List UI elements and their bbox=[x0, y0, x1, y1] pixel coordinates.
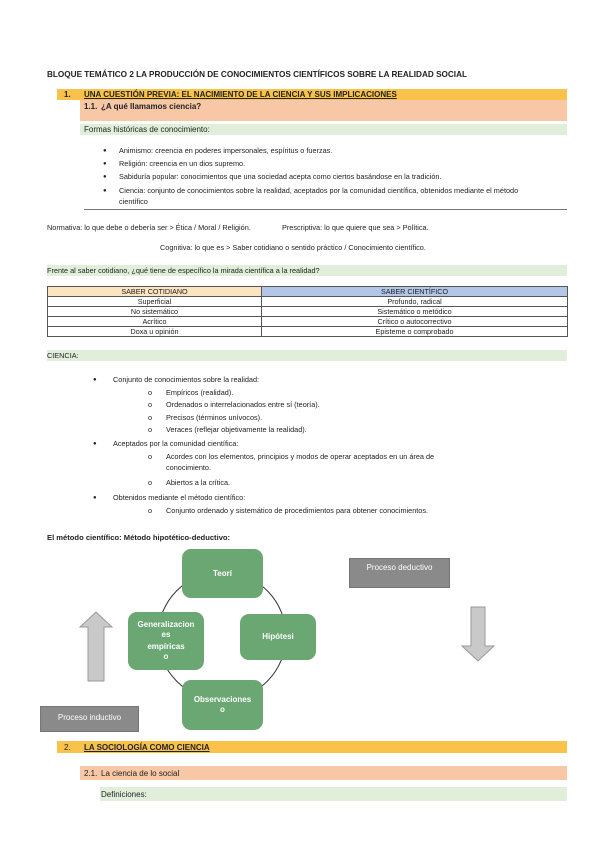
sub-bullet-icon: o bbox=[148, 413, 153, 422]
list-item: Aceptados por la comunidad científica: bbox=[113, 439, 239, 448]
node-hipotesis bbox=[240, 614, 316, 660]
table-cell: Doxa u opinión bbox=[48, 327, 262, 337]
subsection-title: ¿A qué llamamos ciencia? bbox=[101, 102, 202, 111]
node-generalizaciones-label-2: es bbox=[161, 630, 171, 639]
list-item: Conjunto de conocimientos sobre la realidad: bbox=[113, 375, 260, 384]
bullet-icon: ● bbox=[93, 495, 97, 501]
ciencia-label: CIENCIA: bbox=[47, 351, 79, 360]
prescriptiva-text: Prescriptiva: lo que quiere que sea > Política. bbox=[282, 223, 429, 232]
down-arrow-icon bbox=[462, 607, 494, 661]
sub-list-item: Conjunto ordenado y sistemático de procedimientos para obtener conocimientos. bbox=[166, 506, 429, 515]
formas-label: Formas históricas de conocimiento: bbox=[84, 125, 210, 134]
document-title: BLOQUE TEMÁTICO 2 LA PRODUCCIÓN DE CONOCIMIENTOS CIENTÍFICOS SOBRE LA REALIDAD SOCIAL bbox=[47, 70, 467, 79]
proceso-deductivo-box bbox=[349, 558, 450, 588]
table-cell: Sistemático o metódico bbox=[262, 307, 568, 317]
up-arrow-icon bbox=[80, 612, 112, 681]
table-cell: Profundo, radical bbox=[262, 297, 568, 307]
table-cell: Superficial bbox=[48, 297, 262, 307]
table-header-cell: SABER COTIDIANO bbox=[48, 287, 262, 297]
bullet-icon: ● bbox=[103, 148, 107, 154]
sub-list-item: Ordenados o interrelacionados entre sí (teoría). bbox=[166, 400, 320, 409]
sub-bullet-icon: o bbox=[148, 400, 153, 409]
sub-list-item-continuation: conocimiento. bbox=[166, 463, 212, 472]
proceso-deductivo-label: Proceso deductivo bbox=[366, 563, 433, 572]
sub-bullet-icon: o bbox=[148, 506, 153, 515]
sub-bullet-icon: o bbox=[148, 388, 153, 397]
list-item-continuation: científico bbox=[119, 197, 148, 206]
section1-number: 1. bbox=[64, 90, 71, 99]
node-teoria-label: Teorí bbox=[213, 568, 232, 578]
section1-title: UNA CUESTIÓN PREVIA: EL NACIMIENTO DE LA CIENCIA Y SUS IMPLICACIONES bbox=[84, 90, 397, 99]
node-generalizaciones bbox=[128, 612, 204, 670]
sub-list-item: Empíricos (realidad). bbox=[166, 388, 234, 397]
bullet-icon: ● bbox=[93, 441, 97, 447]
node-observaciones-label-2: o bbox=[220, 705, 225, 714]
bullet-icon: ● bbox=[103, 174, 107, 180]
proceso-inductivo-label: Proceso inductivo bbox=[57, 713, 122, 722]
table-cell: Acrítico bbox=[48, 317, 262, 327]
bullet-icon: ● bbox=[93, 377, 97, 383]
subsection2-number: 2.1. bbox=[84, 769, 98, 778]
sub-bullet-icon: o bbox=[148, 425, 153, 434]
sub-bullet-icon: o bbox=[148, 452, 153, 461]
list-item: Ciencia: conjunto de conocimientos sobre la realidad, aceptados por la comunidad científica, obtenidos mediante el método bbox=[119, 186, 519, 195]
section2-number: 2. bbox=[64, 743, 71, 752]
list-item: Sabiduría popular: conocimientos que una sociedad acepta como ciertos basándose en la tradición. bbox=[119, 172, 442, 181]
list-item: Religión: creencia en un dios supremo. bbox=[119, 159, 246, 168]
table-cell: Episteme o comprobado bbox=[262, 327, 568, 337]
node-generalizaciones-label-4: o bbox=[163, 652, 169, 661]
node-generalizaciones-label-1: Generalizacion bbox=[137, 620, 195, 629]
list-item: Animismo: creencia en poderes impersonales, espíritus o fuerzas. bbox=[119, 146, 333, 155]
table-cell: Crítico o autocorrectivo bbox=[262, 317, 568, 327]
bullet-icon: ● bbox=[103, 188, 107, 194]
proceso-inductivo-box bbox=[40, 706, 139, 732]
sub-list-item: Acordes con los elementos, principios y modos de operar aceptados en un área de bbox=[166, 452, 435, 461]
node-observaciones-label: Observaciones bbox=[193, 695, 252, 704]
node-teoria bbox=[182, 549, 263, 598]
metodo-title: El método científico: Método hipotético-deductivo: bbox=[47, 533, 231, 542]
definiciones-band bbox=[100, 787, 567, 801]
section2-title: LA SOCIOLOGÍA COMO CIENCIA bbox=[84, 743, 210, 752]
sub-bullet-icon: o bbox=[148, 478, 153, 487]
sub-list-item: Precisos (términos unívocos). bbox=[166, 413, 263, 422]
table-cell: No sistemático bbox=[48, 307, 262, 317]
table-header-cell: SABER CIENTÍFICO bbox=[262, 287, 568, 297]
node-generalizaciones-label-3: empíricas bbox=[147, 642, 185, 651]
normativa-text: Normativa: lo que debe o debería ser > Ética / Moral / Religión. bbox=[47, 223, 251, 232]
node-hipotesis-label: Hipótesi bbox=[262, 632, 294, 641]
cognitiva-text: Cognitiva: lo que es > Saber cotidiano o sentido práctico / Conocimiento científico. bbox=[160, 243, 426, 252]
subsection-number: 1.1. bbox=[84, 102, 98, 111]
subsection2-title: La ciencia de lo social bbox=[101, 769, 180, 778]
sub-list-item: Abiertos a la crítica. bbox=[166, 478, 231, 487]
question-text: Frente al saber cotidiano, ¿qué tiene de específico la mirada científica a la realidad? bbox=[47, 266, 320, 275]
list-item: Obtenidos mediante el método científico: bbox=[113, 493, 246, 502]
sub-list-item: Veraces (reflejar objetivamente la realidad). bbox=[166, 425, 307, 434]
bullet-icon: ● bbox=[103, 161, 107, 167]
definiciones-label: Definiciones: bbox=[101, 790, 147, 799]
node-observaciones bbox=[182, 680, 263, 730]
